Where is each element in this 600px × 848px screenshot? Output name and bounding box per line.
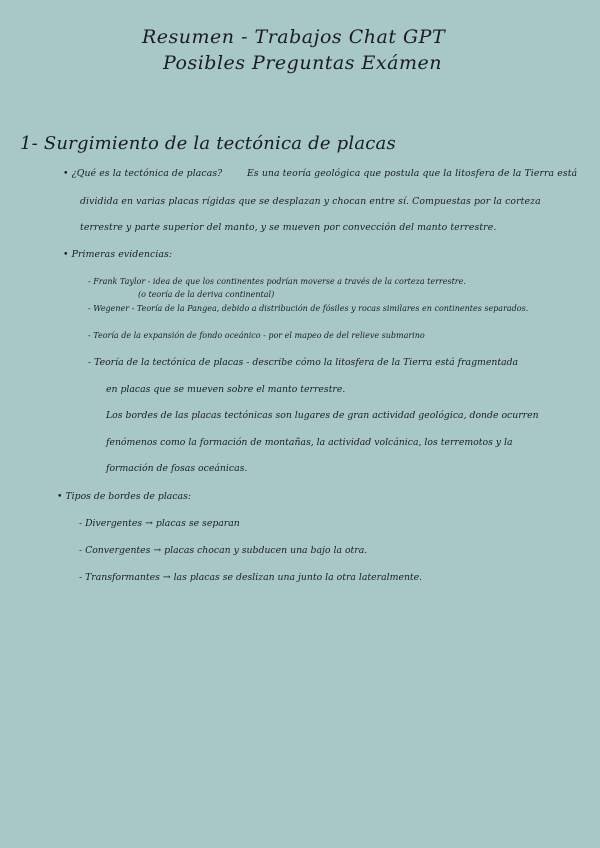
header-title-line1: Resumen - Trabajos Chat GPT <box>142 26 446 48</box>
evidence-taylor: - Frank Taylor - idea de que los continentes podrían moverse a través de la corteza terrestre. <box>88 277 466 286</box>
evidence-taylor-note: (o teoría de la deriva continental) <box>138 290 275 299</box>
evidence-tectonics-2: en placas que se mueven sobre el manto terrestre. <box>106 384 346 395</box>
evidence-tectonics: - Teoría de la tectónica de placas - describe cómo la litosfera de la Tierra está fragmentada <box>88 357 519 368</box>
question-label: • ¿Qué es la tectónica de placas? <box>63 168 223 179</box>
answer-line-2: dividida en varias placas rígidas que se desplazan y chocan entre sí. Compuestas por la corteza <box>80 196 541 207</box>
evidence-oceanic: - Teoría de la expansión de fondo oceánico - por el mapeo de del relieve submarino <box>88 331 425 340</box>
section-title: 1- Surgimiento de la tectónica de placas <box>20 133 396 154</box>
border-transform: - Transformantes → las placas se deslizan una junto la otra lateralmente. <box>79 572 423 583</box>
header-title-line2: Posibles Preguntas Exámen <box>163 52 442 74</box>
evidence-title: • Primeras evidencias: <box>63 249 173 260</box>
borders-title: • Tipos de bordes de placas: <box>57 491 191 502</box>
answer-line-3: terrestre y parte superior del manto, y se mueven por convección del manto terrestre. <box>80 222 497 233</box>
evidence-borders-2: fenómenos como la formación de montañas, la actividad volcánica, los terremotos y la <box>106 437 513 448</box>
evidence-wegener: - Wegener - Teoría de la Pangea, debido a distribución de fósiles y rocas similares en continentes separados. <box>88 304 529 313</box>
answer-line-1: Es una teoría geológica que postula que la litosfera de la Tierra está <box>247 168 578 179</box>
border-divergent: - Divergentes → placas se separan <box>79 518 240 529</box>
evidence-borders-1: Los bordes de las placas tectónicas son lugares de gran actividad geológica, donde ocurren <box>106 410 539 421</box>
border-convergent: - Convergentes → placas chocan y subducen una bajo la otra. <box>79 545 368 556</box>
evidence-borders-3: formación de fosas oceánicas. <box>106 463 248 474</box>
